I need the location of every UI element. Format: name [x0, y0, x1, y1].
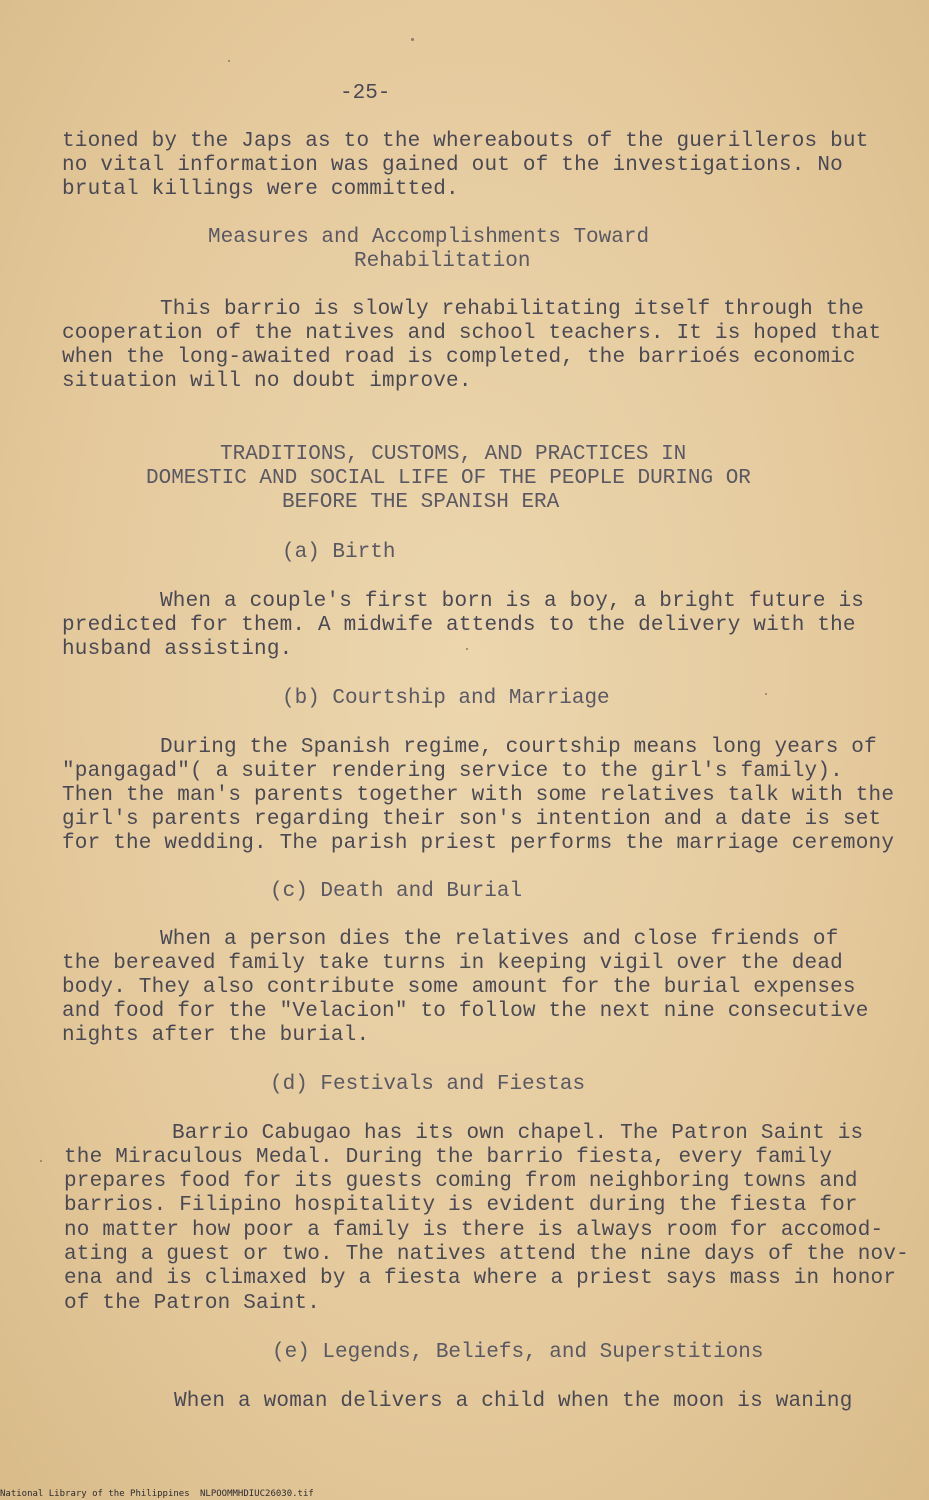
- paragraph-line: tioned by the Japs as to the whereabouts of the guerilleros but: [62, 130, 869, 153]
- paragraph-line: situation will no doubt improve.: [62, 370, 472, 393]
- paragraph-line: no matter how poor a family is there is always room for accomod-: [64, 1219, 884, 1242]
- paragraph-line: no vital information was gained out of the investigations. No: [62, 154, 843, 177]
- subsection-heading: (d) Festivals and Fiestas: [270, 1073, 586, 1096]
- paragraph-line: the bereaved family take turns in keeping vigil over the dead: [62, 952, 843, 975]
- paragraph-line: ena and is climaxed by a fiesta where a priest says mass in honor: [64, 1267, 897, 1290]
- paper-speck: [765, 693, 767, 695]
- section-title: DOMESTIC AND SOCIAL LIFE OF THE PEOPLE DURING OR: [146, 467, 751, 490]
- paragraph-line: When a person dies the relatives and close friends of: [160, 928, 839, 951]
- paragraph-line: "pangagad"( a suiter rendering service to the girl's family).: [62, 760, 843, 783]
- paragraph-line: Then the man's parents together with some relatives talk with the: [62, 784, 895, 807]
- section-title: BEFORE THE SPANISH ERA: [282, 491, 560, 514]
- paragraph-line: nights after the burial.: [62, 1024, 370, 1047]
- footer-filename: NLPOOMMHDIUC26030.tif: [200, 1489, 314, 1499]
- subsection-heading: (c) Death and Burial: [270, 880, 523, 903]
- paragraph-line: for the wedding. The parish priest performs the marriage ceremony: [62, 832, 895, 855]
- section-title: TRADITIONS, CUSTOMS, AND PRACTICES IN: [220, 443, 687, 466]
- paragraph-line: During the Spanish regime, courtship means long years of: [160, 736, 877, 759]
- paper-speck: [40, 1160, 42, 1162]
- paragraph-line: girl's parents regarding their son's intention and a date is set: [62, 808, 882, 831]
- footer-library: National Library of the Philippines: [0, 1489, 190, 1499]
- paragraph-line: This barrio is slowly rehabilitating itself through the: [160, 298, 865, 321]
- subsection-heading: (a) Birth: [282, 541, 396, 564]
- paper-speck: [228, 60, 230, 62]
- paragraph-line: prepares food for its guests coming from neighboring towns and: [64, 1170, 858, 1193]
- paragraph-line: brutal killings were committed.: [62, 178, 459, 201]
- paragraph-line: of the Patron Saint.: [64, 1292, 321, 1315]
- paragraph-line: the Miraculous Medal. During the barrio fiesta, every family: [64, 1146, 833, 1169]
- page-number: -25-: [340, 82, 391, 105]
- paragraph-line: husband assisting.: [62, 638, 293, 661]
- paragraph-line: cooperation of the natives and school teachers. It is hoped that: [62, 322, 882, 345]
- paragraph-line: When a couple's first born is a boy, a bright future is: [160, 590, 865, 613]
- paragraph-line: Barrio Cabugao has its own chapel. The Patron Saint is: [172, 1122, 864, 1145]
- paper-speck: [466, 648, 468, 650]
- section-title: Rehabilitation: [354, 250, 531, 273]
- paragraph-line: ating a guest or two. The natives attend the nine days of the nov-: [64, 1243, 909, 1266]
- paragraph-line: predicted for them. A midwife attends to the delivery with the: [62, 614, 856, 637]
- subsection-heading: (e) Legends, Beliefs, and Superstitions: [272, 1341, 764, 1364]
- paragraph-line: barrios. Filipino hospitality is evident during the fiesta for: [64, 1194, 858, 1217]
- paragraph-line: and food for the "Velacion" to follow the next nine consecutive: [62, 1000, 869, 1023]
- section-title: Measures and Accomplishments Toward: [208, 226, 650, 249]
- paragraph-line: When a woman delivers a child when the moon is waning: [174, 1390, 853, 1413]
- paragraph-line: body. They also contribute some amount for the burial expenses: [62, 976, 856, 999]
- paper-speck: [411, 38, 414, 41]
- subsection-heading: (b) Courtship and Marriage: [282, 687, 610, 710]
- paragraph-line: when the long-awaited road is completed, the barrioés economic: [62, 346, 856, 369]
